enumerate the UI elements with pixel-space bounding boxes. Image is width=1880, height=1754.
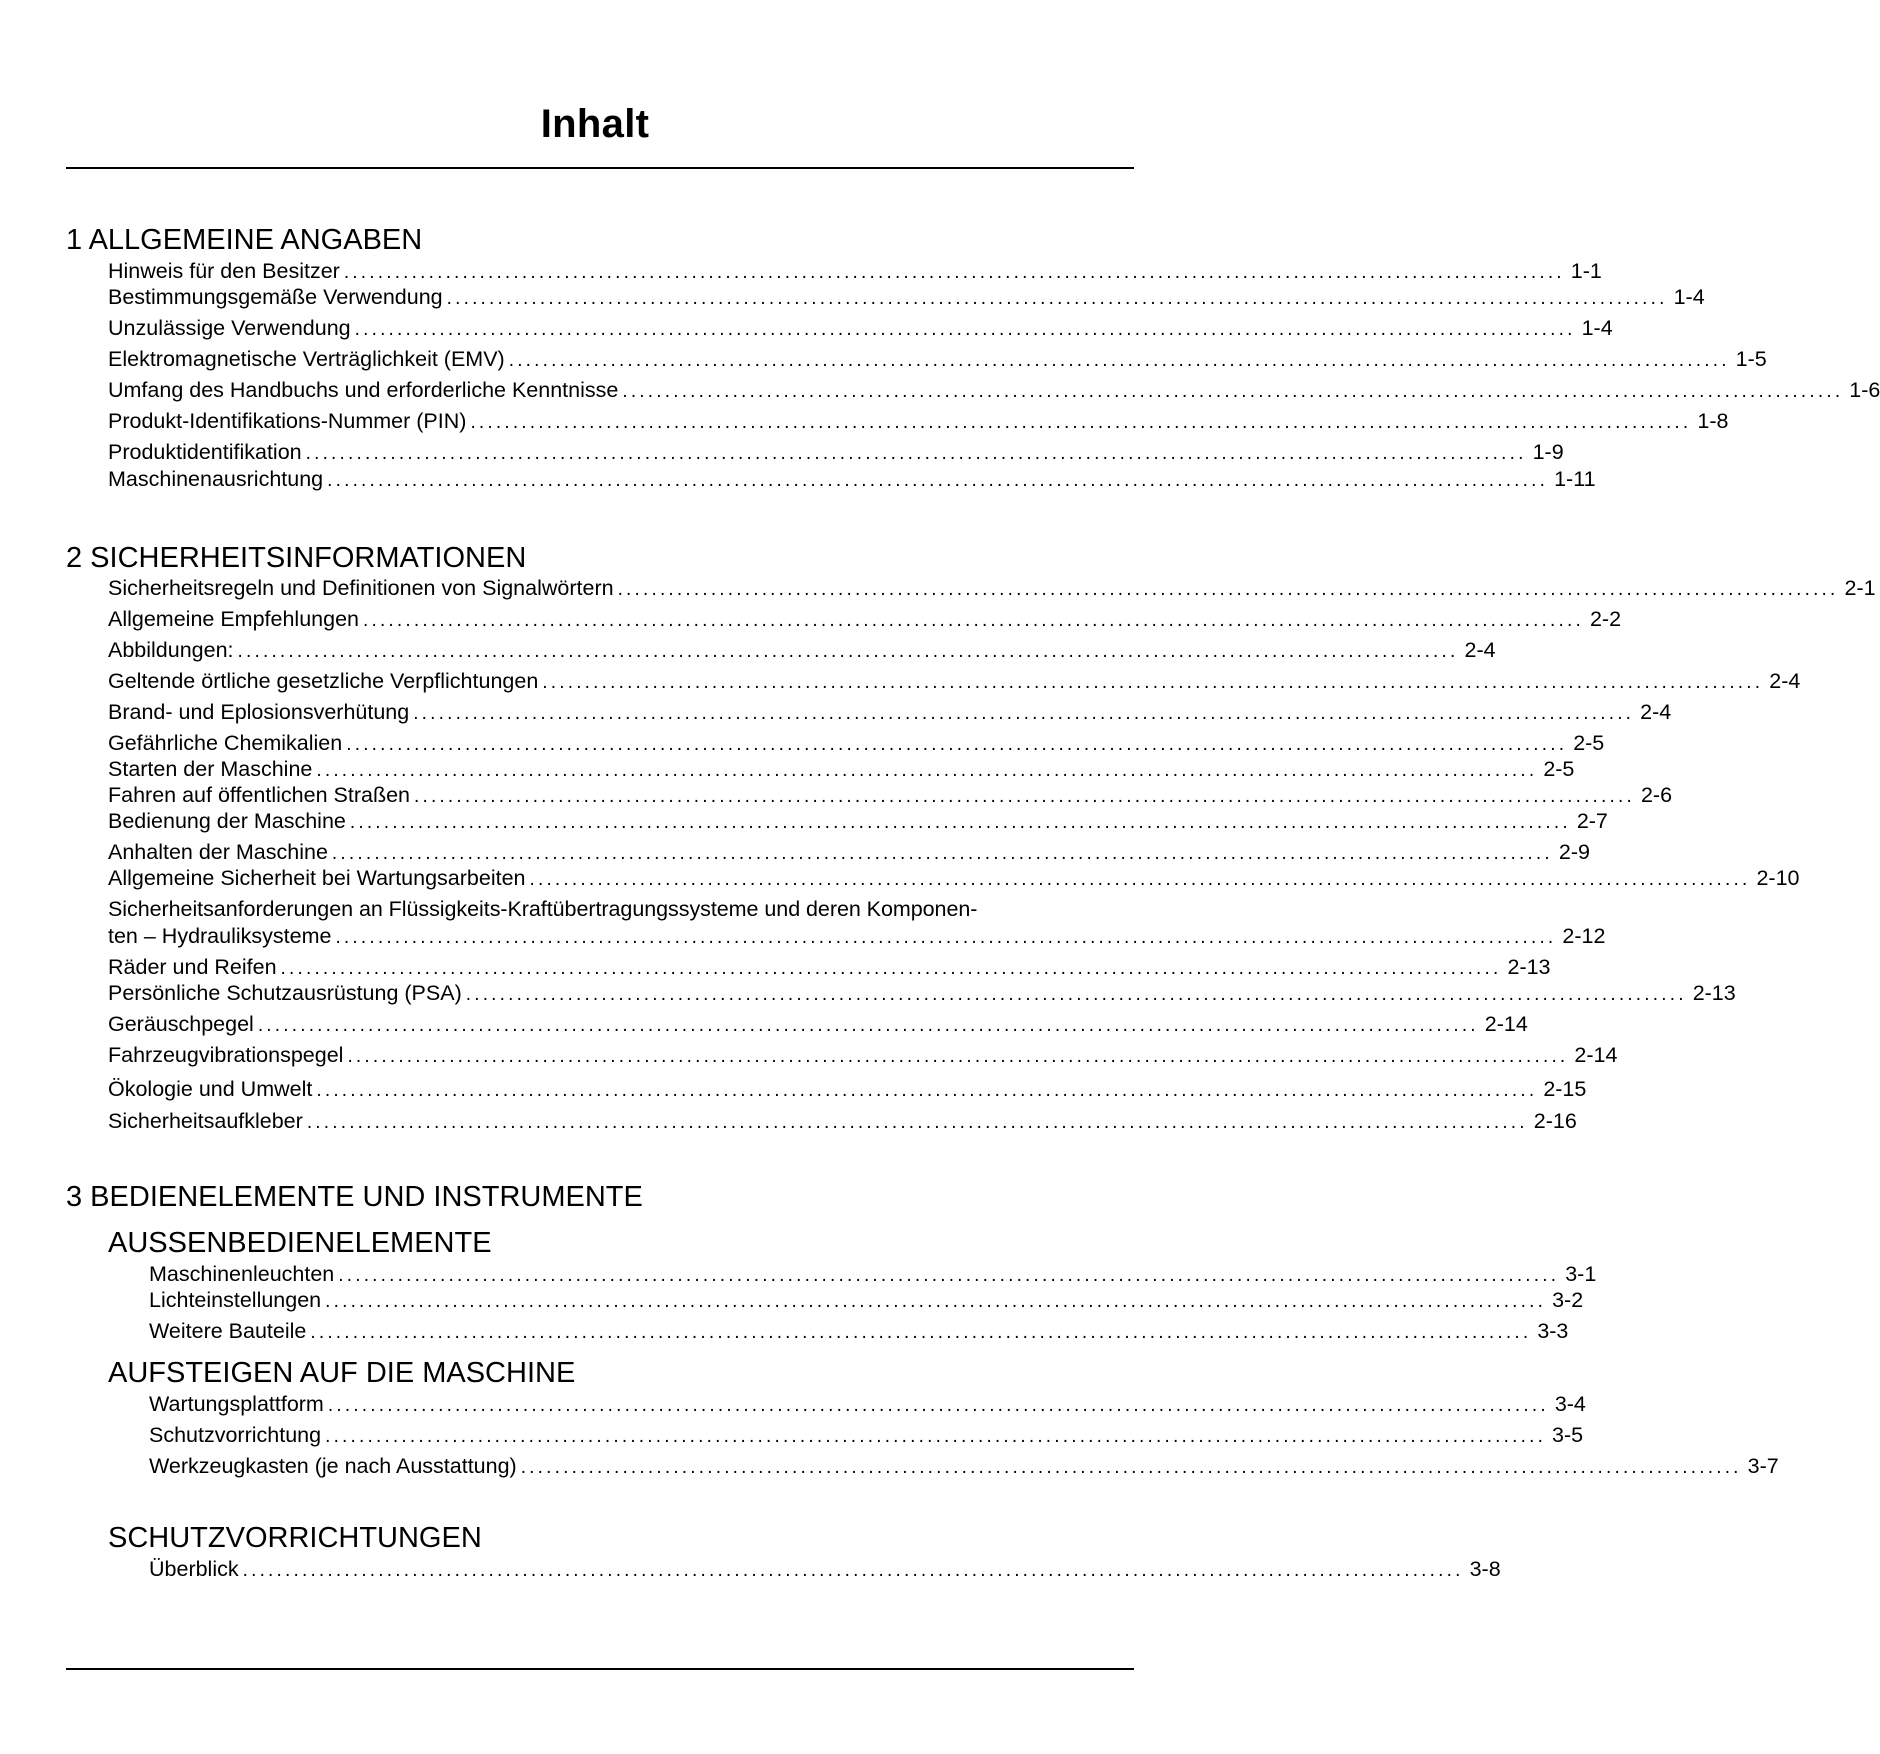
dot-leader: ................................................................................................................................................ xyxy=(347,1046,1569,1067)
toc-entry-multiline[interactable] xyxy=(108,897,1606,950)
toc-entry-label: Räder und Reifen xyxy=(108,955,277,979)
toc-entry[interactable] xyxy=(108,467,1596,491)
toc-entry-label: Überblick xyxy=(149,1557,239,1581)
chapter-3-heading: 3 BEDIENELEMENTE UND INSTRUMENTE xyxy=(66,1181,643,1213)
toc-entry[interactable] xyxy=(108,783,1673,807)
dot-leader: ................................................................................................................................................ xyxy=(349,812,1571,833)
toc-entry[interactable] xyxy=(108,576,1876,600)
toc-entry[interactable] xyxy=(108,285,1705,309)
toc-entry-page: 2-15 xyxy=(1543,1077,1587,1101)
toc-entry[interactable] xyxy=(108,866,1800,890)
toc-entry-page: 2-1 xyxy=(1844,576,1876,600)
toc-entry[interactable] xyxy=(108,259,1602,283)
toc-entry-label: Allgemeine Sicherheit bei Wartungsarbeiten xyxy=(108,866,526,890)
toc-entry-page: 2-10 xyxy=(1756,866,1800,890)
toc-entry-page: 3-1 xyxy=(1565,1262,1597,1286)
section-heading-aussenbedienelemente: AUSSENBEDIENELEMENTE xyxy=(108,1227,492,1259)
toc-entry-page: 2-6 xyxy=(1640,783,1673,807)
toc-entry[interactable] xyxy=(108,638,1496,662)
dot-leader: ................................................................................................................................................ xyxy=(242,1560,1464,1581)
section-heading-aufsteigen: AUFSTEIGEN AUF DIE MASCHINE xyxy=(108,1357,576,1389)
toc-entry[interactable] xyxy=(149,1319,1569,1343)
toc-entry-label: Werkzeugkasten (je nach Ausstattung) xyxy=(149,1454,517,1478)
dot-leader: ................................................................................................................................................ xyxy=(280,958,1502,979)
toc-entry-page: 2-9 xyxy=(1558,840,1590,864)
dot-leader: ................................................................................................................................................ xyxy=(346,734,1568,755)
toc-entry-label: Abbildungen: xyxy=(108,638,234,662)
toc-entry[interactable] xyxy=(149,1454,1779,1478)
toc-entry[interactable] xyxy=(108,378,1880,402)
toc-entry-page: 1-6 xyxy=(1849,378,1880,402)
toc-entry-label: Maschinenleuchten xyxy=(149,1262,335,1286)
toc-entry-page: 2-5 xyxy=(1573,731,1605,755)
toc-entry-label: Gefährliche Chemikalien xyxy=(108,731,343,755)
toc-entry-label: Lichteinstellungen xyxy=(149,1288,322,1312)
toc-entry-label: Maschinenausrichtung xyxy=(108,467,324,491)
page-title: Inhalt xyxy=(540,102,650,146)
toc-entry[interactable] xyxy=(108,607,1622,631)
toc-entry-label-line2: ten – Hydrauliksysteme xyxy=(108,924,332,948)
toc-entry-label: Starten der Maschine xyxy=(108,757,313,781)
chapter-2-heading: 2 SICHERHEITSINFORMATIONEN xyxy=(66,542,527,574)
dot-leader: ................................................................................................................................................ xyxy=(316,760,1538,781)
toc-entry[interactable] xyxy=(108,1043,1618,1067)
toc-entry-label: Umfang des Handbuchs und erforderliche Kenntnisse xyxy=(108,378,619,402)
toc-entry-page: 1-8 xyxy=(1697,409,1729,433)
section-heading-schutzvorrichtungen: SCHUTZVORRICHTUNGEN xyxy=(108,1522,482,1554)
toc-entry-second-line xyxy=(108,924,1606,950)
toc-entry[interactable] xyxy=(108,409,1729,433)
toc-entry-label: Persönliche Schutzausrüstung (PSA) xyxy=(108,981,462,1005)
dot-leader: ................................................................................................................................................ xyxy=(622,381,1844,402)
toc-entry-label: Sicherheitsregeln und Definitionen von Signalwörtern xyxy=(108,576,614,600)
toc-entry[interactable] xyxy=(108,757,1575,781)
dot-leader: ................................................................................................................................................ xyxy=(520,1457,1742,1478)
dot-leader: ................................................................................................................................................ xyxy=(327,1395,1549,1416)
toc-entry-page: 1-4 xyxy=(1581,316,1613,340)
dot-leader: ................................................................................................................................................ xyxy=(413,703,1635,724)
toc-entry-page: 3-4 xyxy=(1554,1392,1586,1416)
toc-entry[interactable] xyxy=(108,981,1736,1005)
toc-entry-label: Geltende örtliche gesetzliche Verpflichtungen xyxy=(108,669,539,693)
toc-entry-page: 3-8 xyxy=(1469,1557,1501,1581)
toc-entry-label: Allgemeine Empfehlungen xyxy=(108,607,359,631)
toc-entry-label: Unzulässige Verwendung xyxy=(108,316,351,340)
toc-entry[interactable] xyxy=(108,669,1801,693)
toc-entry-page: 1-4 xyxy=(1673,285,1705,309)
dot-leader: ................................................................................................................................................ xyxy=(310,1322,1532,1343)
toc-entry[interactable] xyxy=(149,1557,1501,1581)
toc-entry-label: Produktidentifikation xyxy=(108,440,302,464)
toc-entry-label: Weitere Bauteile xyxy=(149,1319,307,1343)
toc-entry-page: 2-4 xyxy=(1640,700,1672,724)
dot-leader: ................................................................................................................................................ xyxy=(529,869,1751,890)
toc-entry-label: Bedienung der Maschine xyxy=(108,809,346,833)
toc-entry[interactable] xyxy=(149,1288,1584,1312)
dot-leader: ................................................................................................................................................ xyxy=(617,579,1839,600)
toc-entry[interactable] xyxy=(149,1423,1584,1447)
toc-entry[interactable] xyxy=(108,347,1767,371)
toc-entry-label: Hinweis für den Besitzer xyxy=(108,259,340,283)
dot-leader: ................................................................................................................................................ xyxy=(237,641,1459,662)
toc-entry-page: 2-7 xyxy=(1576,809,1608,833)
toc-entry-label: Schutzvorrichtung xyxy=(149,1423,322,1447)
toc-entry-label: Elektromagnetische Verträglichkeit (EMV) xyxy=(108,347,505,371)
toc-entry[interactable] xyxy=(108,731,1605,755)
toc-entry[interactable] xyxy=(108,955,1551,979)
dot-leader: ................................................................................................................................................ xyxy=(257,1015,1479,1036)
toc-entry-page: 2-13 xyxy=(1507,955,1551,979)
dot-leader: ................................................................................................................................................ xyxy=(331,843,1553,864)
toc-entry-page: 1-1 xyxy=(1570,259,1602,283)
toc-entry-page: 2-2 xyxy=(1589,607,1622,631)
toc-entry[interactable] xyxy=(108,1109,1577,1133)
dot-leader: ................................................................................................................................................ xyxy=(306,1112,1528,1133)
toc-entry-label: Bestimmungsgemäße Verwendung xyxy=(108,285,443,309)
toc-entry-page: 2-13 xyxy=(1692,981,1736,1005)
bottom-divider xyxy=(66,1668,1134,1670)
dot-leader: ................................................................................................................................................ xyxy=(338,1265,1560,1286)
toc-entry-page: 3-5 xyxy=(1552,1423,1584,1447)
toc-entry-page: 3-2 xyxy=(1552,1288,1584,1312)
dot-leader: ................................................................................................................................................ xyxy=(327,470,1549,491)
toc-entry-label: Wartungsplattform xyxy=(149,1392,324,1416)
toc-entry-page: 2-14 xyxy=(1574,1043,1618,1067)
toc-entry[interactable] xyxy=(108,316,1613,340)
toc-entry[interactable] xyxy=(149,1392,1586,1416)
dot-leader: ................................................................................................................................................ xyxy=(414,786,1635,807)
dot-leader: ................................................................................................................................................ xyxy=(465,984,1687,1005)
toc-entry-page: 2-12 xyxy=(1562,924,1606,948)
dot-leader: ................................................................................................................................................ xyxy=(542,672,1764,693)
toc-entry-label: Geräuschpegel xyxy=(108,1012,254,1036)
dot-leader: ................................................................................................................................................ xyxy=(316,1080,1538,1101)
toc-entry-page: 3-3 xyxy=(1537,1319,1569,1343)
dot-leader: ................................................................................................................................................ xyxy=(325,1291,1547,1312)
toc-entry-page: 2-4 xyxy=(1769,669,1801,693)
dot-leader: ................................................................................................................................................ xyxy=(335,927,1557,948)
toc-entry-page: 1-9 xyxy=(1532,440,1564,464)
toc-entry[interactable] xyxy=(108,1012,1528,1036)
toc-entry[interactable] xyxy=(108,1077,1587,1101)
dot-leader: ................................................................................................................................................ xyxy=(446,288,1668,309)
toc-entry[interactable] xyxy=(108,809,1608,833)
toc-entry[interactable] xyxy=(108,840,1590,864)
toc-entry-label: Fahrzeugvibrationspegel xyxy=(108,1043,344,1067)
dot-leader: ................................................................................................................................................ xyxy=(325,1426,1547,1447)
toc-entry[interactable] xyxy=(108,440,1564,464)
toc-entry[interactable] xyxy=(149,1262,1597,1286)
dot-leader: ................................................................................................................................................ xyxy=(354,319,1576,340)
dot-leader: ................................................................................................................................................ xyxy=(508,350,1730,371)
dot-leader: ................................................................................................................................................ xyxy=(343,262,1565,283)
toc-entry[interactable] xyxy=(108,700,1672,724)
toc-entry-label: Fahren auf öffentlichen Straßen xyxy=(108,783,410,807)
toc-entry-page: 3-7 xyxy=(1747,1454,1779,1478)
toc-entry-label-line1: Sicherheitsanforderungen an Flüssigkeits-Kraftübertragungssysteme und deren Komponen- xyxy=(108,897,978,921)
toc-entry-page: 2-4 xyxy=(1464,638,1496,662)
toc-entry-page: 1-5 xyxy=(1735,347,1767,371)
toc-entry-label: Brand- und Eplosionsverhütung xyxy=(108,700,410,724)
toc-entry-label: Anhalten der Maschine xyxy=(108,840,328,864)
dot-leader: ................................................................................................................................................ xyxy=(470,412,1692,433)
toc-entry-page: 1-11 xyxy=(1554,467,1596,491)
dot-leader: ................................................................................................................................................ xyxy=(305,443,1527,464)
toc-entry-label: Sicherheitsaufkleber xyxy=(108,1109,303,1133)
toc-entry-page: 2-5 xyxy=(1543,757,1575,781)
chapter-1-heading: 1 ALLGEMEINE ANGABEN xyxy=(66,224,423,256)
toc-entry-label: Produkt-Identifikations-Nummer (PIN) xyxy=(108,409,467,433)
toc-entry-page: 2-16 xyxy=(1533,1109,1577,1133)
dot-leader: ................................................................................................................................................ xyxy=(363,610,1584,631)
toc-entry-label: Ökologie und Umwelt xyxy=(108,1077,313,1101)
toc-entry-page: 2-14 xyxy=(1484,1012,1528,1036)
